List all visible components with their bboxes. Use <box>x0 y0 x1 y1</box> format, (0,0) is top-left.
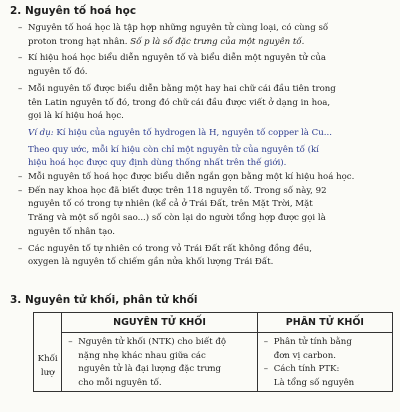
mass-comparison-table <box>33 312 393 412</box>
bullet-line: Mỗi nguyên tố hoá học được biểu diễn ngắn gọn bằng một kí hiệu hoá học. <box>28 172 355 183</box>
ptk-item: – Cách tính PTK: <box>263 364 340 375</box>
ptk-line: Phân tử tính bằng <box>273 337 352 347</box>
bullet-symbol: – Kí hiệu hoá học biểu diễn nguyên tố và biểu diễn một nguyên tử của nguyên tố đó. <box>18 53 326 78</box>
header-ptk: PHÂN TỬ KHỐI <box>257 313 392 333</box>
bullet-118-elements: – Đến nay khoa học đã biết được trên 118 nguyên tố. Trong số này, 92 nguyên tố có trong tự nhiên (kể cả ở Trái Đất, trên Mặt Trời, Mặt Trăng và một số ngôi sao...) số còn lại do người tổng hợp được gọi là nguyên tố nhân tạo. <box>18 185 327 237</box>
ntk-line: cho mỗi nguyên tố. <box>78 378 162 389</box>
bullet-line: nguyên tố đó. <box>28 67 88 78</box>
ntk-line: Nguyên tử khối (NTK) cho biết độ <box>78 337 227 347</box>
bullet-line: Mỗi nguyên tố được biểu diễn bằng một hay hai chữ cái đầu tiên trong <box>28 83 336 94</box>
bullet-line: Nguyên tố hoá học là tập hợp những nguyên tử cùng loại, có cùng số <box>28 23 329 33</box>
bullet-short-symbol: – Mỗi nguyên tố hoá học được biểu diễn ngắn gọn bằng một kí hiệu hoá học. <box>18 172 355 183</box>
bullet-line: nguyên tố nhân tạo. <box>28 226 116 237</box>
row-label-line: lượ <box>40 367 55 378</box>
ntk-line: nặng nhẹ khác nhau giữa các <box>78 350 206 361</box>
ntk-cell <box>62 333 257 392</box>
header-ntk: NGUYÊN TỬ KHỐI <box>62 313 257 333</box>
bullet-line: Kí hiệu hoá học biểu diễn nguyên tố và biểu diễn một nguyên tử của <box>28 53 326 64</box>
ptk-subline: Là tổng số nguyên <box>273 378 355 389</box>
convention-line: Theo quy ước, mỗi kí hiệu còn chỉ một nguyên tử của nguyên tố (kí <box>28 144 319 155</box>
bullet-line: gọi là kí hiệu hoá học. <box>28 111 124 122</box>
convention-line: hiệu hoá học được quy định dùng thống nhất trên thế giới). <box>28 158 287 169</box>
bullet-line: proton trong hạt nhân. <box>28 36 128 47</box>
row-label-line: Khối <box>37 354 58 365</box>
ptk-line: đơn vị carbon. <box>273 350 336 361</box>
row-label-cell <box>34 313 62 392</box>
example-text: Kí hiệu của nguyên tố hydrogen là H, nguyên tố copper là Cu... <box>56 127 332 138</box>
ntk-item: – Nguyên tử khối (NTK) cho biết độ nặng nhẹ khác nhau giữa các nguyên tử là đại lượng đặc trưng cho mỗi nguyên tố. <box>68 337 227 389</box>
example-label: Ví dụ: <box>28 127 54 138</box>
italic-note: Số p là số đặc trưng của một nguyên tố. <box>130 36 305 47</box>
bullet-line: Trăng và một số ngôi sao...) số còn lại do người tổng hợp được gọi là <box>28 213 326 224</box>
bullet-line: Đến nay khoa học đã biết được trên 118 nguyên tố. Trong số này, 92 <box>28 185 327 196</box>
convention-paragraph <box>18 144 394 171</box>
ntk-line: nguyên tử là đại lượng đặc trưng <box>78 364 222 375</box>
bullet-letters: – Mỗi nguyên tố được biểu diễn bằng một hay hai chữ cái đầu tiên trong tên Latin nguyên tố đó, trong đó chữ cái đầu được viết ở dạng in hoa, gọi là kí hiệu hoá học. <box>18 83 336 122</box>
ptk-item: – Phân tử tính bằng đơn vị carbon. <box>263 337 352 361</box>
bullet-line: tên Latin nguyên tố đó, trong đó chữ cái đầu được viết ở dạng in hoa, <box>28 97 331 108</box>
element-bullet-list <box>18 22 394 270</box>
bullet-natural-elements: – Các nguyên tố tự nhiên có trong vỏ Trái Đất rất không đồng đều, oxygen là nguyên tố chiếm gần nửa khối lượng Trái Đất. <box>18 243 312 268</box>
bullet-definition: – Nguyên tố hoá học là tập hợp những nguyên tử cùng loại, có cùng số proton trong hạt nhân. Số p là số đặc trưng của một nguyên tố. <box>18 23 329 47</box>
example-line <box>18 127 394 141</box>
ptk-cell <box>257 333 392 392</box>
section-title-mass: 3. Nguyên tử khối, phân tử khối <box>10 294 198 306</box>
bullet-line: oxygen là nguyên tố chiếm gần nửa khối lượng Trái Đất. <box>28 257 274 268</box>
bullet-line: nguyên tố có trong tự nhiên (kể cả ở Trái Đất, trên Mặt Trời, Mặt <box>28 199 313 210</box>
bullet-line: Các nguyên tố tự nhiên có trong vỏ Trái Đất rất không đồng đều, <box>28 243 312 254</box>
section-title-element: 2. Nguyên tố hoá học <box>10 5 137 17</box>
ptk-line: Cách tính PTK: <box>273 364 340 375</box>
